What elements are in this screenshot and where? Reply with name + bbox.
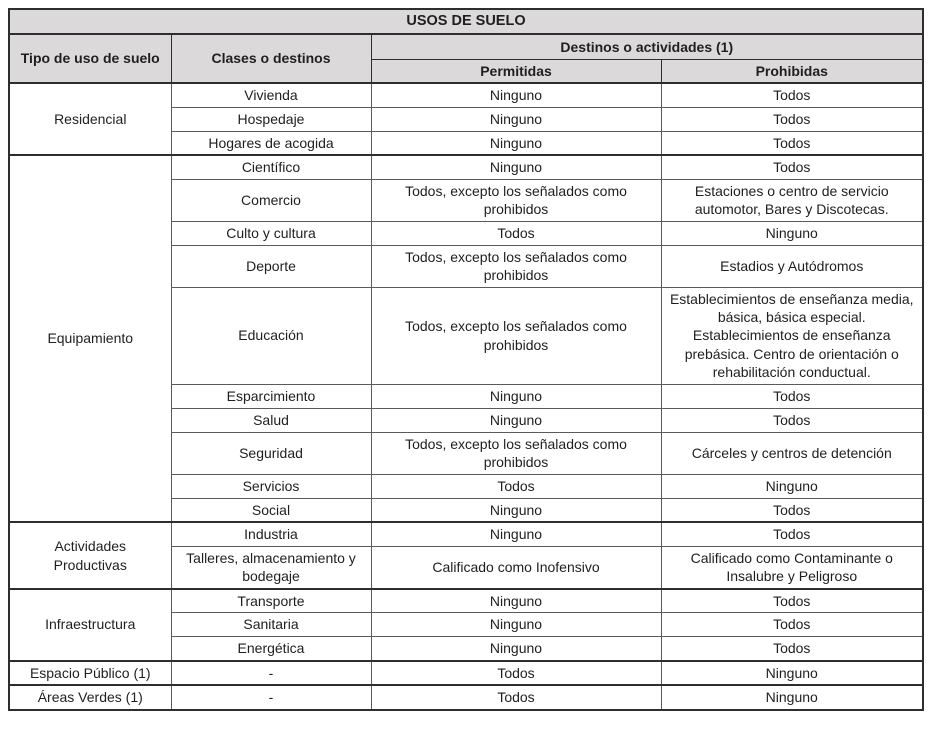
cell-clase: Comercio	[171, 179, 371, 221]
cell-clase: Industria	[171, 522, 371, 546]
cell-prohibidas: Todos	[661, 522, 923, 546]
cell-permitidas: Todos	[371, 474, 661, 498]
cell-clase: -	[171, 661, 371, 685]
header-row-main	[9, 34, 923, 59]
cell-permitidas: Ninguno	[371, 408, 661, 432]
column-header-tipo-uso: Tipo de uso de suelo	[9, 34, 171, 83]
cell-clase: Educación	[171, 287, 371, 384]
cell-prohibidas: Todos	[661, 613, 923, 637]
cell-clase: Talleres, almacenamiento y bodegaje	[171, 546, 371, 588]
cell-clase: Vivienda	[171, 83, 371, 107]
cell-clase: Deporte	[171, 245, 371, 287]
cell-permitidas: Todos, excepto los señalados como prohibidos	[371, 245, 661, 287]
cell-tipo-uso: Áreas Verdes (1)	[9, 685, 171, 709]
cell-prohibidas: Todos	[661, 83, 923, 107]
cell-clase: Científico	[171, 155, 371, 179]
cell-prohibidas: Todos	[661, 589, 923, 613]
cell-permitidas: Ninguno	[371, 384, 661, 408]
cell-permitidas: Todos	[371, 685, 661, 709]
cell-prohibidas: Todos	[661, 384, 923, 408]
cell-prohibidas: Todos	[661, 155, 923, 179]
cell-permitidas: Ninguno	[371, 131, 661, 155]
cell-prohibidas: Estaciones o centro de servicio automotor, Bares y Discotecas.	[661, 179, 923, 221]
cell-prohibidas: Establecimientos de enseñanza media, básica, básica especial. Establecimientos de enseñanza prebásica. Centro de orientación o rehabilitación conductual.	[661, 287, 923, 384]
cell-tipo-uso: Infraestructura	[9, 589, 171, 661]
cell-prohibidas: Cárceles y centros de detención	[661, 432, 923, 474]
table-row	[9, 83, 923, 107]
table-title-row	[9, 9, 923, 34]
cell-clase: Salud	[171, 408, 371, 432]
cell-clase: Energética	[171, 637, 371, 661]
cell-clase: Social	[171, 498, 371, 522]
cell-permitidas: Todos, excepto los señalados como prohibidos	[371, 179, 661, 221]
cell-permitidas: Calificado como Inofensivo	[371, 546, 661, 588]
table-row	[9, 661, 923, 685]
cell-permitidas: Ninguno	[371, 107, 661, 131]
cell-permitidas: Todos	[371, 221, 661, 245]
cell-tipo-uso: Equipamiento	[9, 155, 171, 522]
cell-permitidas: Ninguno	[371, 155, 661, 179]
cell-permitidas: Ninguno	[371, 637, 661, 661]
cell-prohibidas: Todos	[661, 408, 923, 432]
column-header-clases: Clases o destinos	[171, 34, 371, 83]
cell-prohibidas: Todos	[661, 498, 923, 522]
cell-clase: Seguridad	[171, 432, 371, 474]
column-header-prohibidas: Prohibidas	[661, 59, 923, 83]
cell-prohibidas: Estadios y Autódromos	[661, 245, 923, 287]
cell-clase: Sanitaria	[171, 613, 371, 637]
column-header-destinos: Destinos o actividades (1)	[371, 34, 923, 59]
cell-tipo-uso: Actividades Productivas	[9, 522, 171, 588]
cell-tipo-uso: Espacio Público (1)	[9, 661, 171, 685]
cell-prohibidas: Todos	[661, 637, 923, 661]
table-row	[9, 589, 923, 613]
cell-permitidas: Ninguno	[371, 83, 661, 107]
cell-permitidas: Ninguno	[371, 589, 661, 613]
cell-prohibidas: Ninguno	[661, 685, 923, 709]
table-row	[9, 155, 923, 179]
cell-permitidas: Ninguno	[371, 498, 661, 522]
cell-permitidas: Todos, excepto los señalados como prohibidos	[371, 287, 661, 384]
cell-prohibidas: Ninguno	[661, 221, 923, 245]
cell-tipo-uso: Residencial	[9, 83, 171, 155]
cell-clase: Servicios	[171, 474, 371, 498]
cell-prohibidas: Calificado como Contaminante o Insalubre y Peligroso	[661, 546, 923, 588]
table-row	[9, 685, 923, 709]
cell-permitidas: Todos, excepto los señalados como prohibidos	[371, 432, 661, 474]
cell-permitidas: Ninguno	[371, 613, 661, 637]
table-row	[9, 522, 923, 546]
cell-permitidas: Ninguno	[371, 522, 661, 546]
cell-clase: -	[171, 685, 371, 709]
cell-prohibidas: Todos	[661, 131, 923, 155]
land-use-table	[8, 8, 924, 711]
table-header	[9, 9, 923, 83]
cell-prohibidas: Ninguno	[661, 661, 923, 685]
column-header-permitidas: Permitidas	[371, 59, 661, 83]
cell-clase: Hospedaje	[171, 107, 371, 131]
cell-prohibidas: Ninguno	[661, 474, 923, 498]
cell-clase: Hogares de acogida	[171, 131, 371, 155]
table-title: USOS DE SUELO	[9, 9, 923, 34]
table-body	[9, 83, 923, 710]
cell-clase: Transporte	[171, 589, 371, 613]
cell-prohibidas: Todos	[661, 107, 923, 131]
cell-clase: Culto y cultura	[171, 221, 371, 245]
cell-permitidas: Todos	[371, 661, 661, 685]
cell-clase: Esparcimiento	[171, 384, 371, 408]
